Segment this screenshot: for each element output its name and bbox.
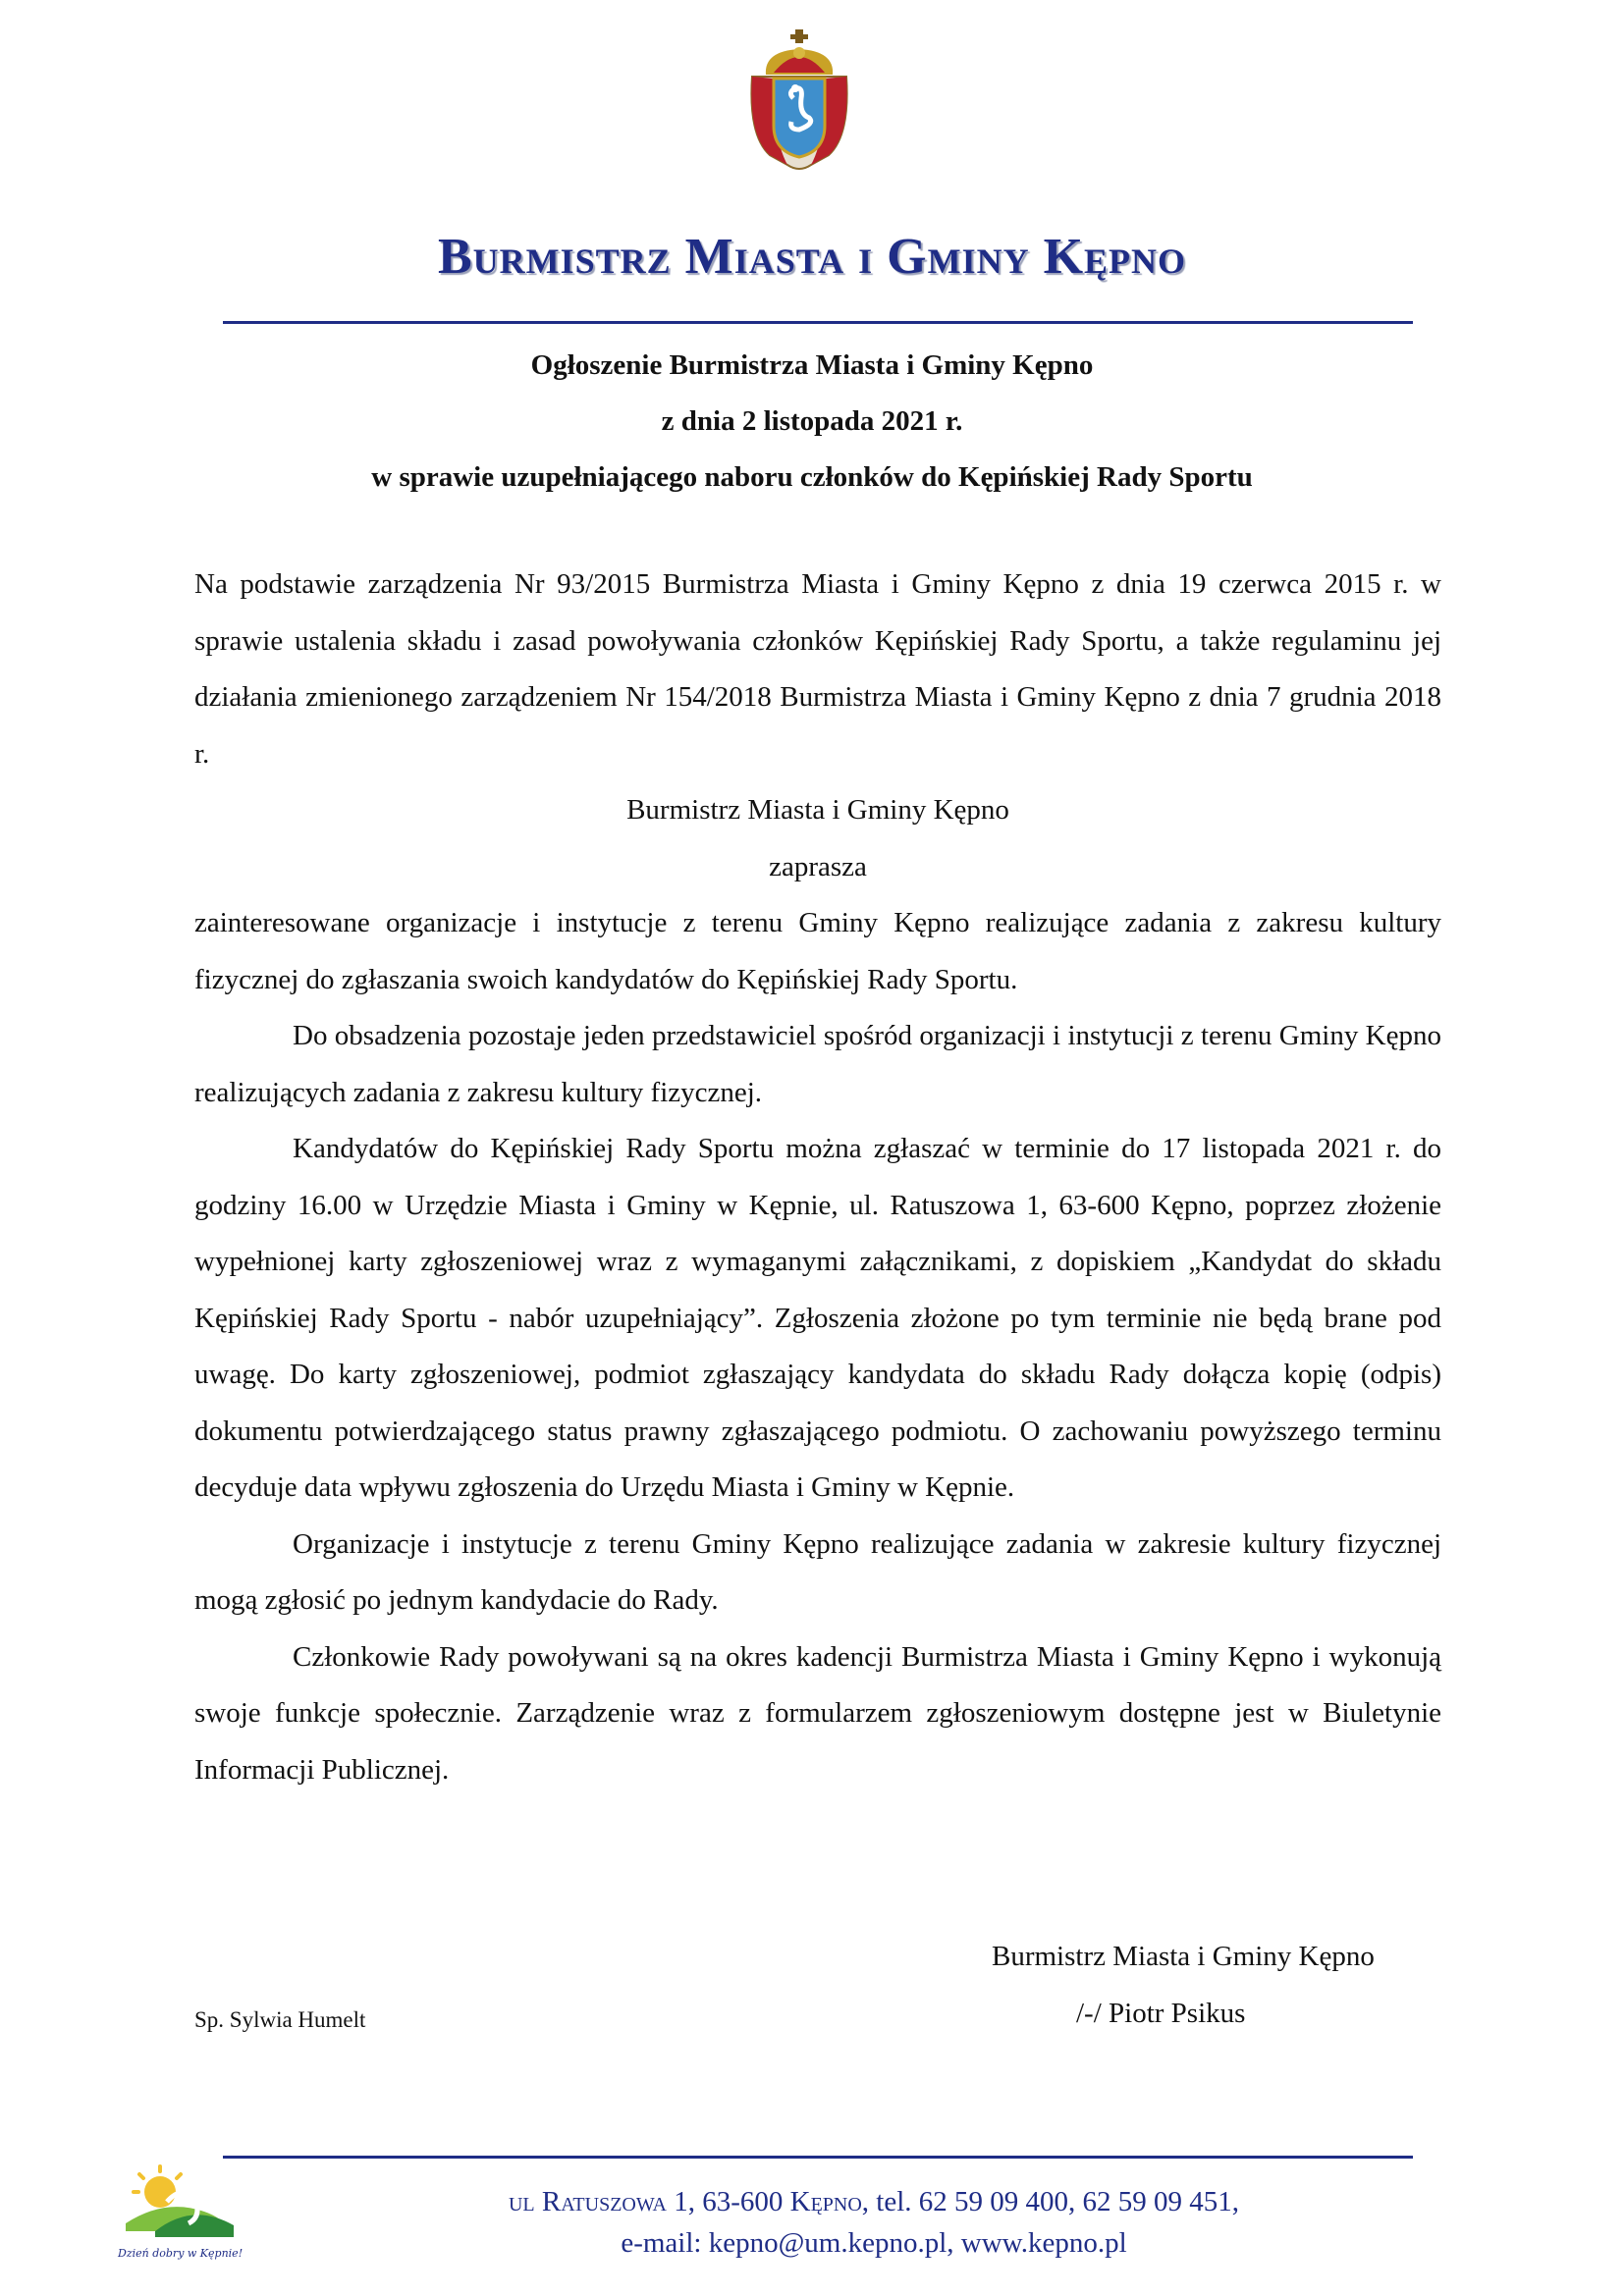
logo-slogan: Dzień dobry w Kępnie!	[118, 2247, 244, 2260]
footer-contact	[422, 2181, 1326, 2264]
body-centered-invites: zaprasza	[769, 850, 867, 882]
body-paragraph-invitees: zainteresowane organizacje i instytucje z terenu Gminy Kępno realizujące zadania z zakresu kultury fizycznej do zgłaszania swoich kandydatów do Kępińskiej Rady Sportu.	[194, 907, 1441, 995]
kepno-town-logo	[106, 2163, 253, 2266]
announcement-subject: w sprawie uzupełniającego naboru członków do Kępińskiej Rady Sportu	[371, 461, 1253, 493]
body-paragraph-one-candidate: Organizacje i instytucje z terenu Gminy Kępno realizujące zadania w zakresie kultury fizycznej mogą zgłosić po jednym kandydacie do Rady.	[194, 1527, 1441, 1616]
prepared-by: Sp. Sylwia Humelt	[194, 2007, 366, 2032]
footer-address: ul Ratuszowa 1, 63-600 Kępno	[508, 2186, 862, 2217]
body-centered-issuer: Burmistrz Miasta i Gminy Kępno	[626, 794, 1009, 826]
announcement-title	[0, 338, 1624, 506]
top-divider	[223, 321, 1413, 324]
body-paragraph-term: Członkowie Rady powoływani są na okres kadencji Burmistrza Miasta i Gminy Kępno i wykonują swoje funkcje społecznie. Zarządzenie wraz z formularzem zgłoszeniowym dostępne jest w Biuletynie Informacji Publicznej.	[194, 1640, 1441, 1786]
bottom-divider	[223, 2156, 1413, 2159]
announcement-line-1: Ogłoszenie Burmistrza Miasta i Gminy Kępno	[530, 349, 1094, 381]
signature-role: Burmistrz Miasta i Gminy Kępno	[992, 1941, 1375, 1972]
signature-name: /-/ Piotr Psikus	[1076, 1998, 1246, 2029]
issuer-heading: Burmistrz Miasta i Gminy Kępno	[437, 229, 1187, 285]
announcement-date: z dnia 2 listopada 2021 r.	[661, 405, 963, 437]
body-paragraph-deadline: Kandydatów do Kępińskiej Rady Sportu można zgłaszać w terminie do 17 listopada 2021 r. do godziny 16.00 w Urzędzie Miasta i Gminy w Kępnie, ul. Ratuszowa 1, 63-600 Kępno, poprzez złożenie wypełnionej karty zgłoszeniowej wraz z wymaganymi załącznikami, z dopiskiem „Kandydat do składu Kępińskiej Rady Sportu - nabór uzupełniający”. Zgłoszenia złożone po tym terminie nie będą brane pod uwagę. Do karty zgłoszeniowej, podmiot zgłaszający kandydata do składu Rady dołącza kopię (odpis) dokumentu potwierdzającego status prawny zgłaszającego podmiotu. O zachowaniu powyższego terminu decyduje data wpływu zgłoszenia do Urzędu Miasta i Gminy w Kępnie.	[194, 1133, 1441, 1503]
signature-block	[992, 1928, 1375, 2042]
footer-phones: , tel. 62 59 09 400, 62 59 09 451,	[861, 2186, 1240, 2217]
body-paragraph-legal-basis: Na podstawie zarządzenia Nr 93/2015 Burmistrza Miasta i Gminy Kępno z dnia 19 czerwca 2015 r. w sprawie ustalenia składu i zasad powoływania członków Kępińskiej Rady Sportu, a także regulaminu jej działania zmienionego zarządzeniem Nr 154/2018 Burmistrza Miasta i Gminy Kępno z dnia 7 grudnia 2018 r.	[194, 568, 1441, 770]
footer-email-web: e-mail: kepno@um.kepno.pl, www.kepno.pl	[621, 2227, 1127, 2259]
body-paragraph-vacancy: Do obsadzenia pozostaje jeden przedstawiciel spośród organizacji i instytucji z terenu Gminy Kępno realizujących zadania z zakresu kultury fizycznej.	[194, 1020, 1441, 1108]
coat-of-arms-crest	[744, 27, 854, 175]
announcement-body	[194, 557, 1441, 1798]
